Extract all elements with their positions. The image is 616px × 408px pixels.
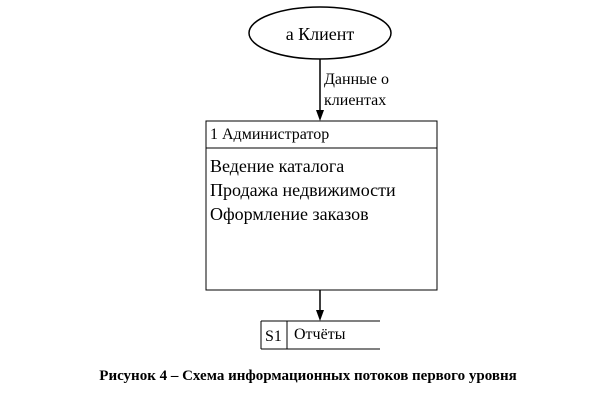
figure-caption: Рисунок 4 – Схема информационных потоков первого уровня [99,368,517,384]
flow-label-line2: клиентах [324,92,387,109]
store-id: S1 [265,328,282,345]
flow-arrow-in [316,59,389,121]
process-item: Ведение каталога [210,156,345,176]
flow-arrow-out [316,290,324,321]
process-header: 1 Администратор [210,126,330,143]
process-administrator [206,121,437,290]
entity-label: а Клиент [285,24,355,44]
process-item: Оформление заказов [210,204,369,224]
store-name: Отчёты [294,326,346,343]
process-item: Продажа недвижимости [210,180,396,200]
datastore-reports [261,321,380,349]
flow-arrowhead-out [316,310,324,321]
entity-client [249,7,391,59]
flow-label-line1: Данные о [324,71,389,88]
flow-arrowhead-in [316,110,324,121]
